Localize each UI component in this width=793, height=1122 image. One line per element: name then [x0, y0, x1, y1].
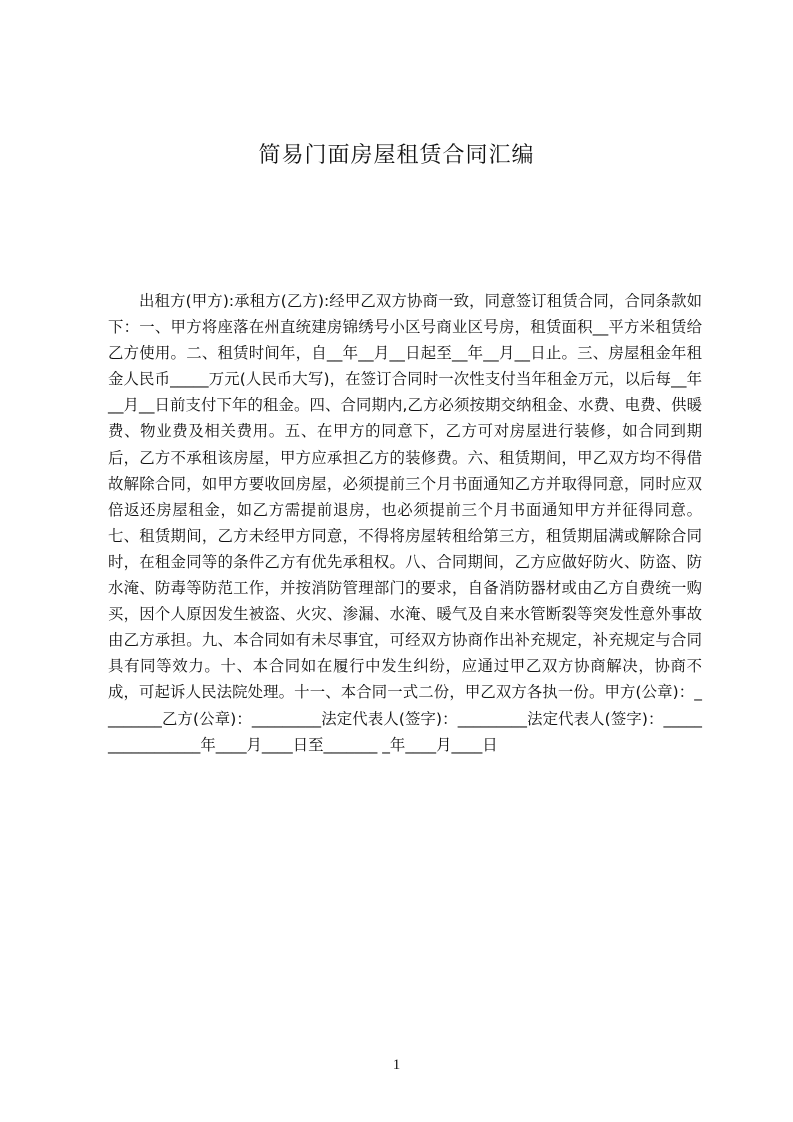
- contract-body-paragraph: 出租方(甲方):承租方(乙方):经甲乙双方协商一致，同意签订租赁合同，合同条款如下：一、甲方将座落在州直统建房锦绣号小区号商业区号房，租赁面积__平方米租赁给乙方使用。二、租赁时间年，自__年__月__日起至__年__月__日止。三、房屋租金年租金人民币_____万元(人民币大写)，在签订合同时一次性支付当年租金万元，以后每__年__月__日前支付下年的租金。四、合同期内,乙方必须按期交纳租金、水费、电费、供暖费、物业费及相关费用。五、在甲方的同意下，乙方可对房屋进行装修，如合同到期后，乙方不承租该房屋，甲方应承担乙方的装修费。六、租赁期间，甲乙双方均不得借故解除合同，如甲方要收回房屋，必须提前三个月书面通知乙方并取得同意，同时应双倍返还房屋租金，如乙方需提前退房，也必须提前三个月书面通知甲方并征得同意。七、租赁期间，乙方未经甲方同意，不得将房屋转租给第三方，租赁期届满或解除合同时，在租金同等的条件乙方有优先承租权。八、合同期间，乙方应做好防火、防盗、防水淹、防毒等防范工作，并按消防管理部门的要求，自备消防器材或由乙方自费统一购买，因个人原因发生被盗、火灾、渗漏、水淹、暖气及自来水管断裂等突发性意外事故由乙方承担。九、本合同如有未尽事宜，可经双方协商作出补充规定，补充规定与合同具有同等效力。十、本合同如在履行中发生纠纷，应通过甲乙双方协商解决，协商不成，可起诉人民法院处理。十一、本合同一式二份，甲乙双方各执一份。甲方(公章)：________乙方(公章)：_________法定代表人(签字)：_________法定代表人(签字)：_________________年____月____日至_______ _年____月____日: [108, 292, 702, 754]
- document-title: 简易门面房屋租赁合同汇编: [258, 143, 535, 168]
- page-number: 1: [392, 1057, 401, 1073]
